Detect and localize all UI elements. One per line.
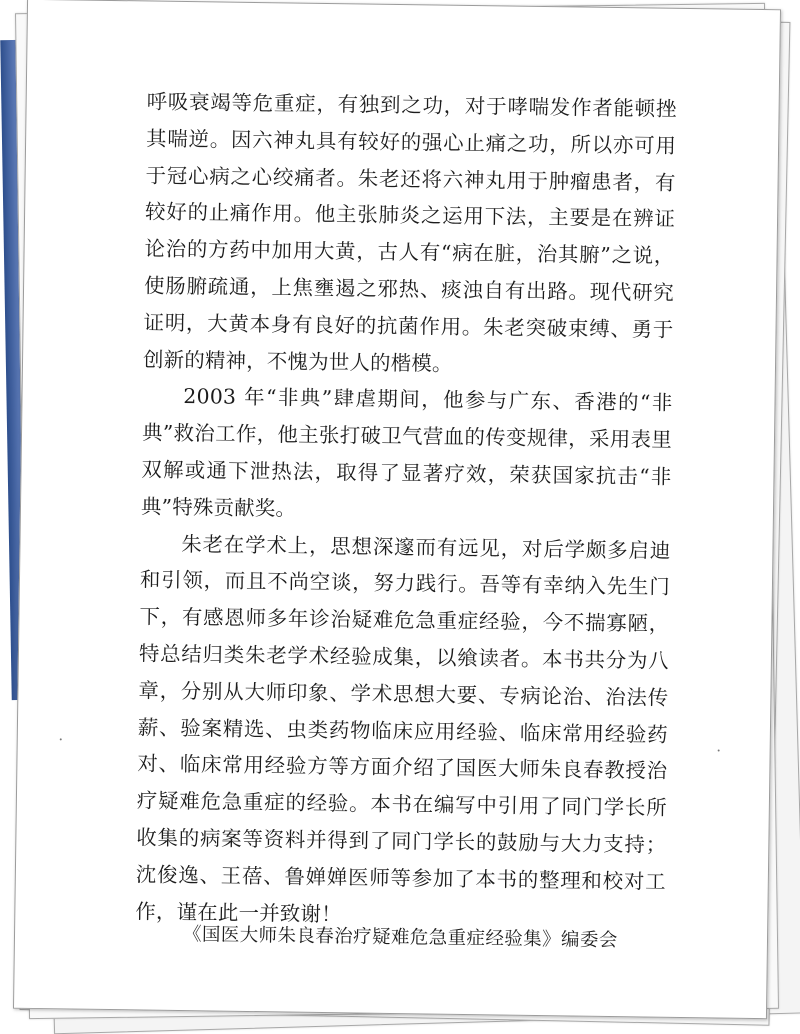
editorial-committee-credit: 《国医大师朱良春治疗疑难危急重症经验集》编委会 [182, 924, 618, 952]
paragraph: 朱老在学术上，思想深邃而有远见，对后学颇多启迪和引领，而且不尚空谈，努力践行。吾等有幸纳入先生门下，有感恩师多年诊治疑难危急重症经验，今不揣寡陋，特总结归类朱老学术经验成集，以飨读者。本书共分为八章，分别从大师印象、学术思想大要、专病论治、治法传薪、验案精选、虫类药物临床应用经验、临床常用经验药对、临床常用经验方等方面介绍了国医大师朱良春教授治疗疑难危急重症的经验。本书在编写中引用了同门学长所收集的病案等资料并得到了同门学长的鼓励与大力支持；沈俊逸、王蓓、鲁婵婵医师等参加了本书的整理和校对工作，谨在此一并致谢！ [135, 531, 671, 926]
paragraph: 2003 年“非典”肆虐期间，他参与广东、香港的“非典”救治工作，他主张打破卫气营血的传变规律，采用表里双解或通下泄热法，取得了显著疗效，荣获国家抗击“非典”特殊贡献奖。 [140, 384, 673, 521]
paper-speck [60, 738, 62, 740]
body-text [135, 83, 677, 937]
paper-speck [718, 750, 720, 752]
paragraph: 呼吸衰竭等危重症，有独到之功，对于哮喘发作者能顿挫其喘逆。因六神丸具有较好的强心止痛之功，所以亦可用于冠心病之心绞痛者。朱老还将六神丸用于肿瘤患者，有较好的止痛作用。他主张肺炎之运用下法，主要是在辨证论治的方药中加用大黄，古人有“病在脏，治其腑”之说，使肠腑疏通，上焦壅遏之邪热、痰浊自有出路。现代研究证明，大黄本身有良好的抗菌作用。朱老突破束缚、勇于创新的精神，不愧为世人的楷模。 [142, 89, 677, 376]
document-page [13, 0, 781, 1019]
